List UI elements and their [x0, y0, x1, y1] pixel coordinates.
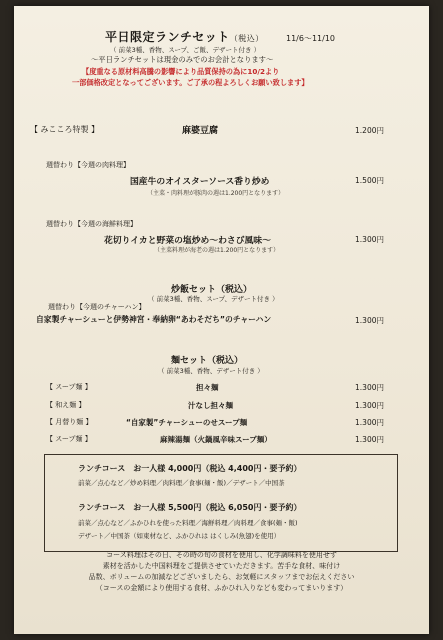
date-range: 11/6〜11/10 [286, 34, 336, 43]
footer-line: 素材を活かした中国料理をご提供させていただきます。苦手な食材、味付け [102, 562, 341, 570]
item-price: 1.300円 [355, 235, 384, 244]
course-label: ランチコース お一人様 5,500円（税込 6,050円・要予約） [78, 503, 302, 512]
noodle-name: 麻辣湯麺（火鍋風辛味スープ麺） [160, 435, 272, 444]
noodle-includes: （ 前菜3種、香物、デザート付き ） [158, 367, 264, 375]
noodle-category: 【 スープ麺 】 [46, 383, 92, 391]
footer-line: （コースの金額により使用する食材、ふかひれ入りなども変わってまいります） [95, 584, 348, 592]
item-name: 花切りイカと野菜の塩炒め〜わさび風味〜 [104, 236, 271, 246]
item-tag: 【 みこころ特製 】 [30, 125, 100, 134]
noodle-category: 【 和え麺 】 [46, 401, 86, 409]
footer-line: コース料理はその日、その時の旬の食材を使用し、化学調味料を使用せず [106, 551, 337, 559]
fried-rice-includes: （ 前菜3種、香物、スープ、デザート付き ） [148, 295, 279, 303]
noodle-price: 1.300円 [355, 435, 384, 444]
item-price: 1.500円 [355, 176, 384, 185]
noodle-category: 【 月替り麺 】 [46, 418, 93, 426]
course-detail: 前菜／点心など／炒め料理／肉料理／食事(麺・飯)／デザート／中国茶 [78, 479, 285, 487]
menu-title-tax: （税込） [229, 34, 264, 43]
noodle-price: 1.300円 [355, 401, 384, 410]
item-price: 1.200円 [355, 126, 384, 135]
fried-rice-price: 1.300円 [355, 316, 384, 325]
item-name: 国産牛のオイスターソース香り炒め [130, 177, 270, 187]
fried-rice-tag: 週替わり【今週のチャーハン】 [48, 303, 146, 311]
course-detail: 前菜／点心など／ふかひれを使った料理／海鮮料理／肉料理／食事(麺・飯) [78, 519, 298, 527]
fried-rice-name: 自家製チャーシューと伊勢神宮・奉納卵“あわそだち”のチャーハン [36, 315, 272, 324]
menu-title [105, 28, 264, 45]
noodle-name: 担々麺 [196, 383, 219, 392]
noodle-category: 【 スープ麺 】 [46, 435, 92, 443]
footer-line: 品数、ボリュームの加減などございましたら、お気軽にスタッフまでお伝えください [88, 573, 355, 581]
noodle-name: 汁なし担々麺 [188, 401, 233, 410]
noodle-name: “自家製”チャーシューのせスープ麺 [126, 418, 248, 427]
course-label: ランチコース お一人様 4,000円（税込 4,400円・要予約） [78, 464, 302, 473]
lunch-course-box [44, 454, 398, 552]
course-detail: デザート／中国茶（如東材など、ふかひれは はくしみ(魚翅)を使用） [78, 532, 281, 540]
noodle-price: 1.300円 [355, 383, 384, 392]
item-note: （主菜料理が海老の週は1.200円となります） [154, 247, 280, 254]
noodle-price: 1.300円 [355, 418, 384, 427]
cash-note: 〜平日ランチセットは現金のみでのお会計となります〜 [91, 55, 274, 64]
item-tag: 週替わり【今週の肉料理】 [46, 161, 130, 169]
item-note: （主菜・肉料理が豚肉の週は1.200円となります） [147, 190, 285, 197]
price-notice-line1: 【度重なる原材料高騰の影響により品質保持の為に10/2より [82, 67, 280, 76]
set-includes: （ 前菜3種、香物、スープ、ご飯、デザート付き ） [110, 46, 261, 54]
fried-rice-title: 炒飯セット（税込） [171, 285, 253, 295]
price-notice-line2: 一部価格改定となってございます。ご了承の程よろしくお願い致します】 [72, 78, 309, 87]
item-tag: 週替わり【今週の海鮮料理】 [46, 220, 137, 228]
menu-title-text: 平日限定ランチセット [105, 30, 230, 44]
item-name: 麻婆豆腐 [182, 126, 219, 136]
menu-sheet [14, 6, 429, 634]
noodle-title: 麺セット（税込） [171, 356, 244, 366]
